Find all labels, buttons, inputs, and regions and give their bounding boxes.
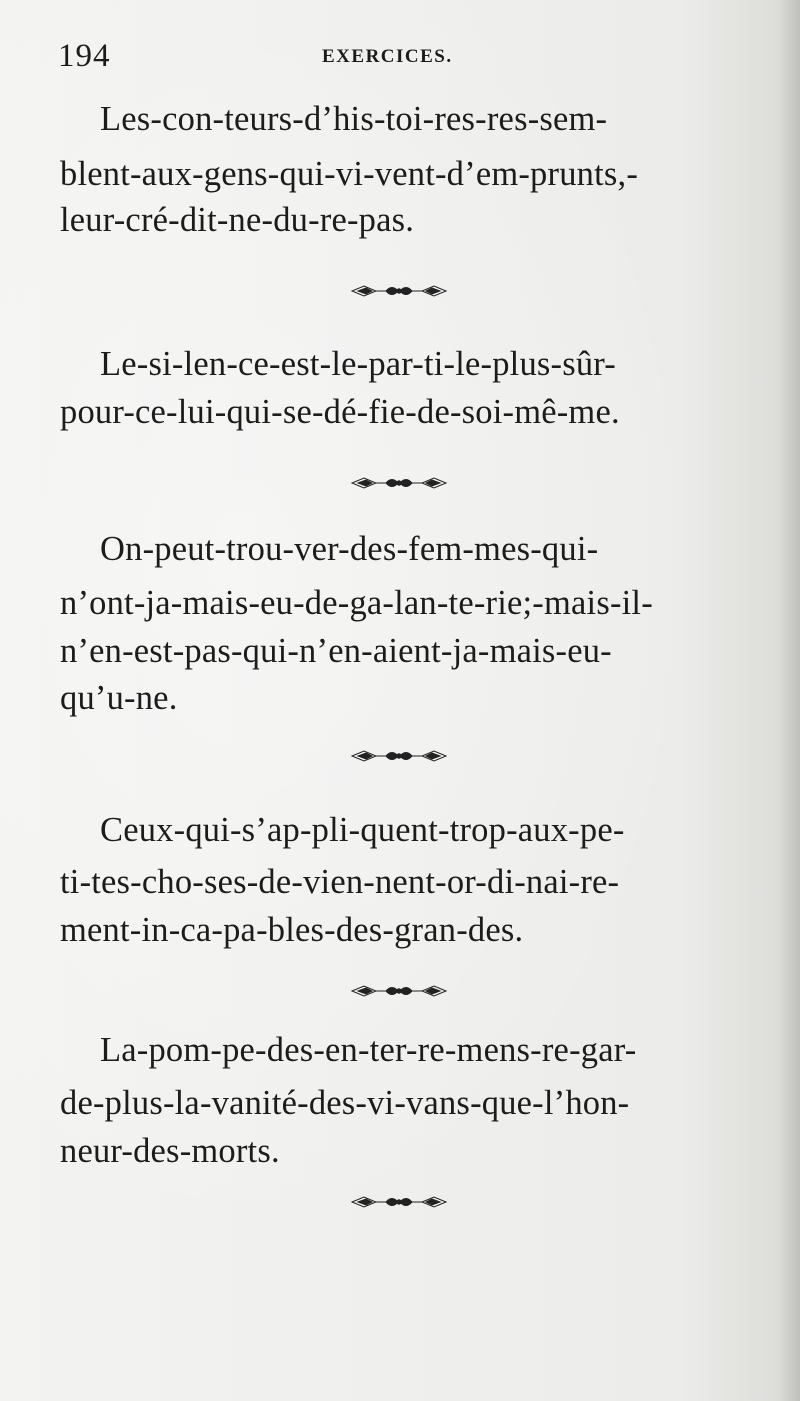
page-number: 194 (58, 38, 111, 74)
fleuron-divider-icon (350, 1193, 448, 1211)
fleuron-divider-icon (350, 474, 448, 492)
maxim-5-line-1: La-pom-pe-des-en-ter-re-mens-re-gar- (100, 1031, 637, 1069)
maxim-4-line-2: ti-tes-cho-ses-de-vien-nent-or-di-nai-re- (60, 863, 620, 901)
maxim-1-line-3: leur-cré-dit-ne-du-re-pas. (60, 201, 415, 239)
maxim-5-line-3: neur-des-morts. (60, 1132, 280, 1170)
fleuron-divider-icon (350, 282, 448, 300)
maxim-1-line-2: blent-aux-gens-qui-vi-vent-d’em-prunts,- (60, 155, 639, 193)
maxim-4-line-1: Ceux-qui-s’ap-pli-quent-trop-aux-pe- (100, 811, 625, 849)
fleuron-divider-icon (350, 982, 448, 1000)
running-title: EXERCICES. (322, 46, 453, 67)
page-edge-shadow (778, 0, 800, 1401)
maxim-2-line-1: Le-si-len-ce-est-le-par-ti-le-plus-sûr- (100, 345, 616, 383)
maxim-1-line-1: Les-con-teurs-d’his-toi-res-res-sem- (100, 100, 608, 138)
maxim-5-line-2: de-plus-la-vanité-des-vi-vans-que-l’hon- (60, 1084, 630, 1122)
maxim-3-line-3: n’en-est-pas-qui-n’en-aient-ja-mais-eu- (60, 632, 612, 670)
maxim-2-line-2: pour-ce-lui-qui-se-dé-fie-de-soi-mê-me. (60, 393, 620, 431)
maxim-3-line-1: On-peut-trou-ver-des-fem-mes-qui- (100, 530, 599, 568)
maxim-3-line-2: n’ont-ja-mais-eu-de-ga-lan-te-rie;-mais-il- (60, 584, 653, 622)
maxim-4-line-3: ment-in-ca-pa-bles-des-gran-des. (60, 911, 524, 949)
maxim-3-line-4: qu’u-ne. (60, 679, 178, 717)
fleuron-divider-icon (350, 747, 448, 765)
